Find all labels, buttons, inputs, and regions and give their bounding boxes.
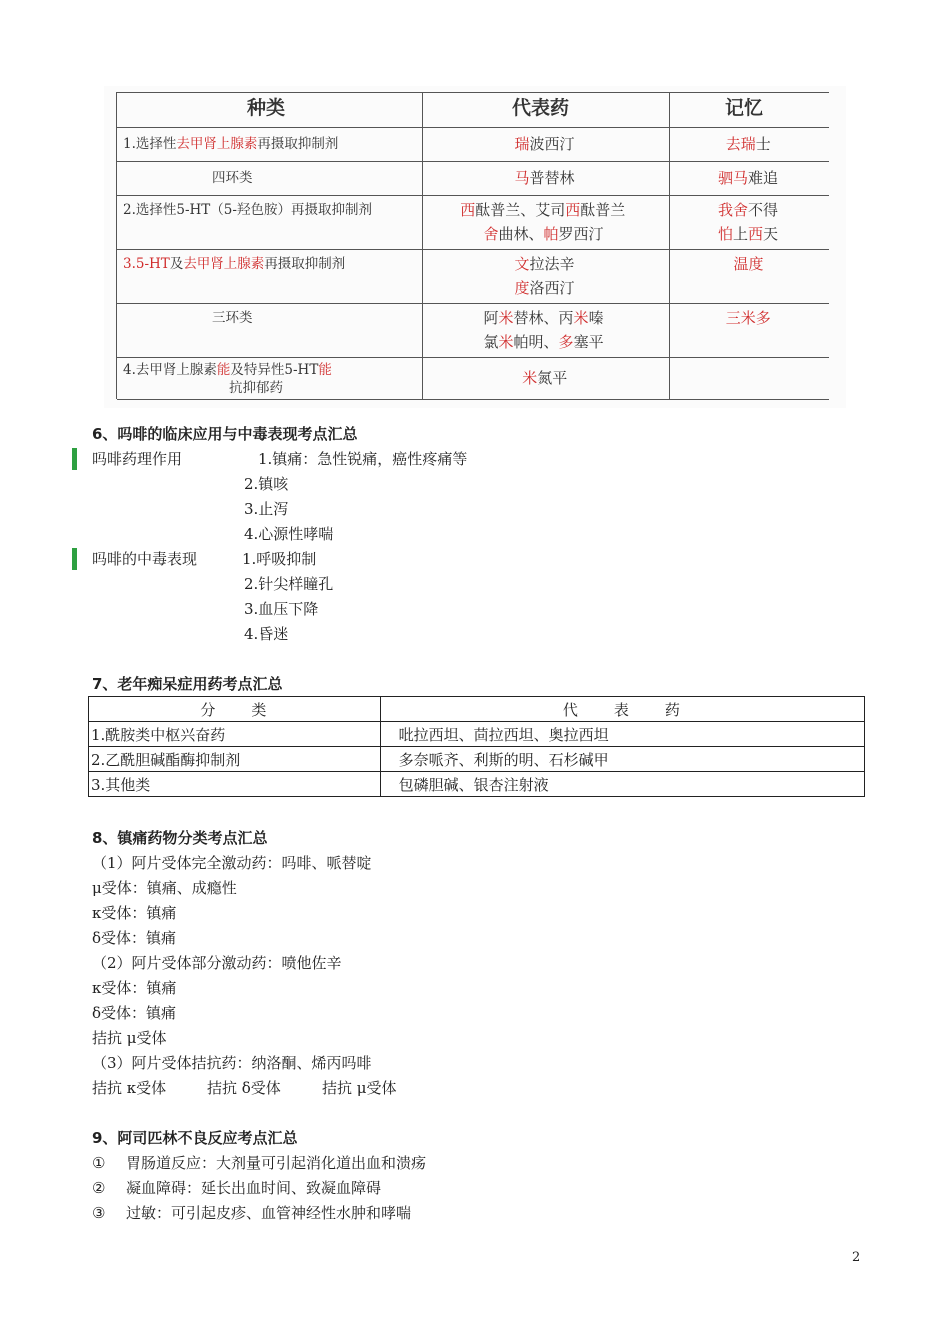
table-row (89, 772, 865, 797)
memo-cell: 我舍不得 (718, 201, 779, 219)
list-marker: ① (92, 1154, 106, 1172)
category-cell: 4.去甲肾上腺素能及特异性5-HT能 (123, 362, 332, 378)
analgesic-line: δ受体：镇痛 (92, 1004, 177, 1022)
section8-title: 8、镇痛药物分类考点汇总 (92, 829, 268, 847)
morphine-toxicity-label: 吗啡的中毒表现 (92, 550, 198, 568)
list-item: 过敏：可引起皮疹、血管神经性水肿和哮喘 (126, 1204, 412, 1222)
category-cell: 抗抑郁药 (229, 380, 283, 396)
analgesic-line: （2）阿片受体部分激动药：喷他佐辛 (92, 954, 342, 972)
table-row (89, 747, 865, 772)
antagonist-delta: 拮抗 δ受体 (207, 1079, 281, 1097)
analgesic-line: κ受体：镇痛 (92, 979, 177, 997)
table-header-cell: 分 类 (89, 697, 381, 722)
drug-cell: 度洛西汀 (514, 279, 575, 297)
pharmacology-item: 2.镇咳 (244, 475, 289, 493)
antagonist-mu: 拮抗 μ受体 (322, 1079, 397, 1097)
analgesic-line: （3）阿片受体拮抗药：纳洛酮、烯丙吗啡 (92, 1054, 372, 1072)
drug-cell: 米氮平 (522, 368, 568, 387)
analgesic-line: μ受体：镇痛、成瘾性 (92, 879, 237, 897)
list-marker: ③ (92, 1204, 106, 1222)
page-number: 2 (852, 1250, 861, 1265)
analgesic-line: （1）阿片受体完全激动药：吗啡、哌替啶 (92, 854, 372, 872)
section6-marker-1 (72, 448, 77, 470)
table-header-row (89, 697, 865, 722)
antidepressant-table-grid (116, 92, 829, 399)
section6-title: 6、吗啡的临床应用与中毒表现考点汇总 (92, 425, 358, 443)
toxicity-item: 1.呼吸抑制 (242, 550, 317, 568)
category-cell: 四环类 (212, 169, 253, 186)
header-category: 种类 (247, 97, 286, 119)
category-cell: 2.选择性5-HT（5-羟色胺）再摄取抑制剂 (123, 202, 372, 218)
analgesic-line: δ受体：镇痛 (92, 929, 177, 947)
analgesic-line: κ受体：镇痛 (92, 904, 177, 922)
pharmacology-item: 3.止泻 (244, 500, 289, 518)
list-item: 凝血障碍：延长出血时间、致凝血障碍 (126, 1179, 382, 1197)
morphine-pharmacology-label: 吗啡药理作用 (92, 450, 183, 468)
antagonist-kappa: 拮抗 κ受体 (92, 1079, 167, 1097)
pharmacology-item: 4.心源性哮喘 (244, 525, 334, 543)
header-drugs: 代表药 (512, 97, 570, 119)
toxicity-item: 4.昏迷 (244, 625, 289, 643)
toxicity-item: 2.针尖样瞳孔 (244, 575, 334, 593)
table-cell: 2.乙酰胆碱酯酶抑制剂 (89, 747, 381, 772)
section7-title: 7、老年痴呆症用药考点汇总 (92, 675, 283, 693)
drug-cell: 瑞波西汀 (514, 134, 575, 153)
category-cell: 1.选择性去甲肾上腺素再摄取抑制剂 (123, 135, 339, 152)
dementia-drug-table (88, 696, 865, 797)
table-cell: 多奈哌齐、利斯的明、石杉碱甲 (380, 747, 864, 772)
drug-cell: 氯米帕明、多塞平 (483, 333, 604, 351)
toxicity-item: 3.血压下降 (244, 600, 319, 618)
category-cell: 三环类 (212, 310, 253, 326)
header-memo: 记忆 (725, 97, 764, 119)
category-cell: 3.5-HT及去甲肾上腺素再摄取抑制剂 (123, 256, 346, 272)
memo-cell: 驷马难追 (718, 168, 779, 187)
table-cell: 1.酰胺类中枢兴奋药 (89, 722, 381, 747)
section6-marker-2 (72, 548, 77, 570)
drug-cell: 西酞普兰、艾司西酞普兰 (460, 201, 626, 219)
analgesic-line: 拮抗 μ受体 (92, 1029, 167, 1047)
memo-cell: 去瑞士 (725, 134, 771, 153)
table-cell: 包磷胆碱、银杏注射液 (380, 772, 864, 797)
table-cell: 3.其他类 (89, 772, 381, 797)
table-row (89, 722, 865, 747)
memo-cell: 温度 (733, 255, 764, 273)
list-marker: ② (92, 1179, 106, 1197)
section9-title: 9、阿司匹林不良反应考点汇总 (92, 1129, 298, 1147)
drug-cell: 阿米替林、丙米嗪 (483, 309, 604, 327)
memo-cell: 三米多 (725, 309, 771, 327)
drug-cell: 马普替林 (514, 168, 575, 187)
drug-cell: 文拉法辛 (514, 255, 575, 273)
memo-cell: 怕上西天 (718, 225, 779, 243)
pharmacology-item: 1.镇痛：急性锐痛，癌性疼痛等 (258, 450, 468, 468)
table-cell: 吡拉西坦、茴拉西坦、奥拉西坦 (380, 722, 864, 747)
antidepressant-table-image (104, 86, 846, 408)
drug-cell: 舍曲林、帕罗西汀 (483, 225, 604, 243)
list-item: 胃肠道反应：大剂量可引起消化道出血和溃疡 (126, 1154, 427, 1172)
table-header-cell: 代 表 药 (380, 697, 864, 722)
